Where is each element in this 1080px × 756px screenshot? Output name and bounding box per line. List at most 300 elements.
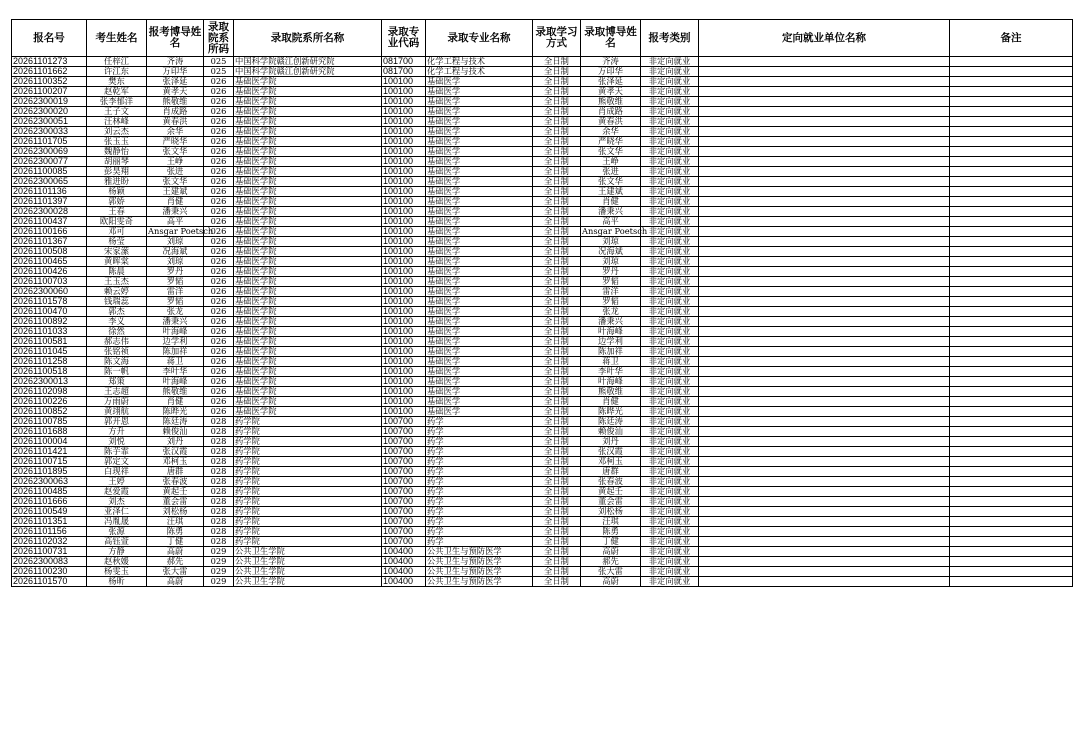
candidate-name-cell: 樊东 bbox=[87, 77, 147, 87]
remarks-cell bbox=[950, 527, 1073, 537]
major-code-cell: 100100 bbox=[382, 287, 426, 297]
employer-cell bbox=[699, 97, 950, 107]
reg-no-cell: 20261100703 bbox=[12, 277, 87, 287]
table-row bbox=[12, 277, 1073, 287]
major-name-cell: 基础医学 bbox=[426, 307, 533, 317]
employer-cell bbox=[699, 517, 950, 527]
reg-no-cell: 20261100207 bbox=[12, 87, 87, 97]
employer-cell bbox=[699, 157, 950, 167]
major-code-cell: 081700 bbox=[382, 57, 426, 67]
admitted-supervisor-cell: 唐群 bbox=[581, 467, 641, 477]
dept-code-cell: 026 bbox=[204, 217, 234, 227]
table-row bbox=[12, 327, 1073, 337]
reg-no-cell: 20261100785 bbox=[12, 417, 87, 427]
dept-name-cell: 基础医学院 bbox=[234, 177, 382, 187]
applied-supervisor-cell: 罗韬 bbox=[147, 277, 204, 287]
admitted-supervisor-cell: 罗韬 bbox=[581, 297, 641, 307]
admitted-supervisor-cell: 张进 bbox=[581, 167, 641, 177]
major-code-cell: 100100 bbox=[382, 267, 426, 277]
study-mode-cell: 全日制 bbox=[533, 167, 581, 177]
dept-name-cell: 中国科学院赣江创新研究院 bbox=[234, 67, 382, 77]
table-row bbox=[12, 297, 1073, 307]
major-code-cell: 100100 bbox=[382, 87, 426, 97]
dept-name-cell: 基础医学院 bbox=[234, 167, 382, 177]
study-mode-cell: 全日制 bbox=[533, 237, 581, 247]
admitted-supervisor-cell: 刘松杨 bbox=[581, 507, 641, 517]
dept-code-cell: 029 bbox=[204, 557, 234, 567]
category-cell: 非定向就业 bbox=[641, 577, 699, 587]
study-mode-cell: 全日制 bbox=[533, 287, 581, 297]
major-code-cell: 100100 bbox=[382, 377, 426, 387]
major-code-cell: 100700 bbox=[382, 527, 426, 537]
major-code-cell: 100100 bbox=[382, 107, 426, 117]
candidate-name-cell: 邓可 bbox=[87, 227, 147, 237]
study-mode-cell: 全日制 bbox=[533, 497, 581, 507]
employer-cell bbox=[699, 57, 950, 67]
remarks-cell bbox=[950, 97, 1073, 107]
study-mode-cell: 全日制 bbox=[533, 507, 581, 517]
employer-cell bbox=[699, 537, 950, 547]
employer-cell bbox=[699, 247, 950, 257]
dept-code-cell: 029 bbox=[204, 577, 234, 587]
table-row bbox=[12, 537, 1073, 547]
candidate-name-cell: 万雨蔚 bbox=[87, 397, 147, 407]
study-mode-cell: 全日制 bbox=[533, 367, 581, 377]
remarks-cell bbox=[950, 447, 1073, 457]
major-code-cell: 100100 bbox=[382, 407, 426, 417]
admitted-supervisor-cell: 高平 bbox=[581, 217, 641, 227]
applied-supervisor-cell: 张龙 bbox=[147, 307, 204, 317]
applied-supervisor-cell: 叶海峰 bbox=[147, 327, 204, 337]
table-row bbox=[12, 317, 1073, 327]
dept-name-cell: 基础医学院 bbox=[234, 287, 382, 297]
major-code-cell: 100100 bbox=[382, 97, 426, 107]
dept-name-cell: 基础医学院 bbox=[234, 357, 382, 367]
employer-cell bbox=[699, 577, 950, 587]
category-cell: 非定向就业 bbox=[641, 347, 699, 357]
study-mode-cell: 全日制 bbox=[533, 417, 581, 427]
reg-no-cell: 20261100085 bbox=[12, 167, 87, 177]
table-row bbox=[12, 367, 1073, 377]
table-row bbox=[12, 477, 1073, 487]
study-mode-cell: 全日制 bbox=[533, 297, 581, 307]
category-cell: 非定向就业 bbox=[641, 287, 699, 297]
category-cell: 非定向就业 bbox=[641, 507, 699, 517]
remarks-cell bbox=[950, 117, 1073, 127]
dept-code-cell: 026 bbox=[204, 87, 234, 97]
major-name-cell: 基础医学 bbox=[426, 347, 533, 357]
table-row bbox=[12, 247, 1073, 257]
admitted-supervisor-cell: 余华 bbox=[581, 127, 641, 137]
major-code-cell: 100700 bbox=[382, 517, 426, 527]
major-name-cell: 基础医学 bbox=[426, 327, 533, 337]
major-name-cell: 基础医学 bbox=[426, 297, 533, 307]
col-header-reg-no: 报名号 bbox=[12, 20, 87, 57]
table-row bbox=[12, 87, 1073, 97]
dept-name-cell: 药学院 bbox=[234, 417, 382, 427]
major-code-cell: 100700 bbox=[382, 447, 426, 457]
category-cell: 非定向就业 bbox=[641, 107, 699, 117]
remarks-cell bbox=[950, 87, 1073, 97]
study-mode-cell: 全日制 bbox=[533, 427, 581, 437]
remarks-cell bbox=[950, 207, 1073, 217]
study-mode-cell: 全日制 bbox=[533, 157, 581, 167]
major-name-cell: 公共卫生与预防医学 bbox=[426, 567, 533, 577]
admitted-supervisor-cell: 汪琪 bbox=[581, 517, 641, 527]
col-header-employer: 定向就业单位名称 bbox=[699, 20, 950, 57]
table-row bbox=[12, 187, 1073, 197]
category-cell: 非定向就业 bbox=[641, 517, 699, 527]
candidate-name-cell: 杨昕 bbox=[87, 577, 147, 587]
study-mode-cell: 全日制 bbox=[533, 397, 581, 407]
candidate-name-cell: 黄翊航 bbox=[87, 407, 147, 417]
major-name-cell: 基础医学 bbox=[426, 287, 533, 297]
study-mode-cell: 全日制 bbox=[533, 137, 581, 147]
admission-table bbox=[11, 19, 1073, 587]
category-cell: 非定向就业 bbox=[641, 127, 699, 137]
study-mode-cell: 全日制 bbox=[533, 557, 581, 567]
candidate-name-cell: 欧阳雯奇 bbox=[87, 217, 147, 227]
dept-code-cell: 028 bbox=[204, 537, 234, 547]
dept-code-cell: 028 bbox=[204, 507, 234, 517]
dept-name-cell: 药学院 bbox=[234, 477, 382, 487]
remarks-cell bbox=[950, 177, 1073, 187]
dept-code-cell: 026 bbox=[204, 387, 234, 397]
study-mode-cell: 全日制 bbox=[533, 387, 581, 397]
col-header-dept-code: 录取院系所码 bbox=[204, 20, 234, 57]
candidate-name-cell: 张玉玉 bbox=[87, 137, 147, 147]
study-mode-cell: 全日制 bbox=[533, 277, 581, 287]
major-name-cell: 公共卫生与预防医学 bbox=[426, 557, 533, 567]
dept-code-cell: 025 bbox=[204, 57, 234, 67]
candidate-name-cell: 任梓江 bbox=[87, 57, 147, 67]
major-code-cell: 100100 bbox=[382, 207, 426, 217]
col-header-applied-supervisor: 报考博导姓名 bbox=[147, 20, 204, 57]
study-mode-cell: 全日制 bbox=[533, 177, 581, 187]
employer-cell bbox=[699, 447, 950, 457]
major-code-cell: 100700 bbox=[382, 487, 426, 497]
applied-supervisor-cell: 刘松杨 bbox=[147, 507, 204, 517]
applied-supervisor-cell: 丁健 bbox=[147, 537, 204, 547]
category-cell: 非定向就业 bbox=[641, 547, 699, 557]
applied-supervisor-cell: 汪琪 bbox=[147, 517, 204, 527]
table-row bbox=[12, 417, 1073, 427]
major-name-cell: 药学 bbox=[426, 497, 533, 507]
remarks-cell bbox=[950, 107, 1073, 117]
study-mode-cell: 全日制 bbox=[533, 517, 581, 527]
admitted-supervisor-cell: 陈勇 bbox=[581, 527, 641, 537]
remarks-cell bbox=[950, 157, 1073, 167]
major-name-cell: 药学 bbox=[426, 537, 533, 547]
candidate-name-cell: 刘悦 bbox=[87, 437, 147, 447]
admitted-supervisor-cell: 刘琼 bbox=[581, 257, 641, 267]
major-code-cell: 100700 bbox=[382, 467, 426, 477]
reg-no-cell: 20261101570 bbox=[12, 577, 87, 587]
admitted-supervisor-cell: 黄起壬 bbox=[581, 487, 641, 497]
major-code-cell: 100700 bbox=[382, 437, 426, 447]
admitted-supervisor-cell: 张大雷 bbox=[581, 567, 641, 577]
reg-no-cell: 20261102032 bbox=[12, 537, 87, 547]
reg-no-cell: 20261100230 bbox=[12, 567, 87, 577]
remarks-cell bbox=[950, 327, 1073, 337]
category-cell: 非定向就业 bbox=[641, 307, 699, 317]
category-cell: 非定向就业 bbox=[641, 117, 699, 127]
remarks-cell bbox=[950, 257, 1073, 267]
remarks-cell bbox=[950, 277, 1073, 287]
dept-name-cell: 基础医学院 bbox=[234, 187, 382, 197]
admitted-supervisor-cell: 况海斌 bbox=[581, 247, 641, 257]
table-row bbox=[12, 77, 1073, 87]
admitted-supervisor-cell: 陈廷涛 bbox=[581, 417, 641, 427]
admitted-supervisor-cell: 高蔚 bbox=[581, 547, 641, 557]
applied-supervisor-cell: 郝先 bbox=[147, 557, 204, 567]
table-row bbox=[12, 287, 1073, 297]
dept-name-cell: 基础医学院 bbox=[234, 307, 382, 317]
table-row bbox=[12, 567, 1073, 577]
dept-name-cell: 基础医学院 bbox=[234, 387, 382, 397]
table-row bbox=[12, 147, 1073, 157]
candidate-name-cell: 雅进盼 bbox=[87, 177, 147, 187]
table-row bbox=[12, 507, 1073, 517]
major-name-cell: 基础医学 bbox=[426, 137, 533, 147]
reg-no-cell: 20262300077 bbox=[12, 157, 87, 167]
dept-code-cell: 026 bbox=[204, 377, 234, 387]
major-code-cell: 100400 bbox=[382, 547, 426, 557]
remarks-cell bbox=[950, 127, 1073, 137]
admitted-supervisor-cell: 郝先 bbox=[581, 557, 641, 567]
dept-code-cell: 028 bbox=[204, 437, 234, 447]
dept-name-cell: 药学院 bbox=[234, 537, 382, 547]
dept-name-cell: 药学院 bbox=[234, 517, 382, 527]
remarks-cell bbox=[950, 567, 1073, 577]
study-mode-cell: 全日制 bbox=[533, 107, 581, 117]
table-row bbox=[12, 497, 1073, 507]
major-code-cell: 100100 bbox=[382, 397, 426, 407]
major-name-cell: 基础医学 bbox=[426, 97, 533, 107]
employer-cell bbox=[699, 287, 950, 297]
remarks-cell bbox=[950, 197, 1073, 207]
candidate-name-cell: 方升 bbox=[87, 427, 147, 437]
remarks-cell bbox=[950, 427, 1073, 437]
major-name-cell: 基础医学 bbox=[426, 107, 533, 117]
admitted-supervisor-cell: 陈加祥 bbox=[581, 347, 641, 357]
employer-cell bbox=[699, 127, 950, 137]
admitted-supervisor-cell: 肖健 bbox=[581, 397, 641, 407]
major-name-cell: 药学 bbox=[426, 527, 533, 537]
dept-name-cell: 基础医学院 bbox=[234, 227, 382, 237]
category-cell: 非定向就业 bbox=[641, 197, 699, 207]
candidate-name-cell: 黄晖棠 bbox=[87, 257, 147, 267]
major-code-cell: 100100 bbox=[382, 317, 426, 327]
category-cell: 非定向就业 bbox=[641, 97, 699, 107]
dept-name-cell: 药学院 bbox=[234, 447, 382, 457]
employer-cell bbox=[699, 467, 950, 477]
dept-name-cell: 基础医学院 bbox=[234, 77, 382, 87]
candidate-name-cell: 钱瑞蕊 bbox=[87, 297, 147, 307]
remarks-cell bbox=[950, 437, 1073, 447]
study-mode-cell: 全日制 bbox=[533, 127, 581, 137]
remarks-cell bbox=[950, 217, 1073, 227]
category-cell: 非定向就业 bbox=[641, 407, 699, 417]
dept-code-cell: 026 bbox=[204, 107, 234, 117]
table-row bbox=[12, 397, 1073, 407]
applied-supervisor-cell: 高蔚 bbox=[147, 577, 204, 587]
major-name-cell: 药学 bbox=[426, 517, 533, 527]
applied-supervisor-cell: 黄孝天 bbox=[147, 87, 204, 97]
dept-name-cell: 基础医学院 bbox=[234, 247, 382, 257]
applied-supervisor-cell: 黄春洪 bbox=[147, 117, 204, 127]
category-cell: 非定向就业 bbox=[641, 337, 699, 347]
candidate-name-cell: 陈晨 bbox=[87, 267, 147, 277]
admitted-supervisor-cell: 王峥 bbox=[581, 157, 641, 167]
applied-supervisor-cell: 王峥 bbox=[147, 157, 204, 167]
major-code-cell: 100700 bbox=[382, 427, 426, 437]
major-name-cell: 药学 bbox=[426, 457, 533, 467]
major-name-cell: 基础医学 bbox=[426, 147, 533, 157]
applied-supervisor-cell: 雷洋 bbox=[147, 287, 204, 297]
major-code-cell: 100100 bbox=[382, 367, 426, 377]
remarks-cell bbox=[950, 307, 1073, 317]
col-header-remarks: 备注 bbox=[950, 20, 1073, 57]
applied-supervisor-cell: 潘秉兴 bbox=[147, 317, 204, 327]
table-body bbox=[12, 57, 1073, 587]
dept-code-cell: 028 bbox=[204, 477, 234, 487]
applied-supervisor-cell: 齐涛 bbox=[147, 57, 204, 67]
remarks-cell bbox=[950, 357, 1073, 367]
table-row bbox=[12, 527, 1073, 537]
major-code-cell: 100400 bbox=[382, 567, 426, 577]
category-cell: 非定向就业 bbox=[641, 317, 699, 327]
category-cell: 非定向就业 bbox=[641, 477, 699, 487]
study-mode-cell: 全日制 bbox=[533, 467, 581, 477]
employer-cell bbox=[699, 547, 950, 557]
employer-cell bbox=[699, 237, 950, 247]
candidate-name-cell: 郭杰 bbox=[87, 307, 147, 317]
dept-code-cell: 026 bbox=[204, 257, 234, 267]
employer-cell bbox=[699, 367, 950, 377]
study-mode-cell: 全日制 bbox=[533, 217, 581, 227]
table-row bbox=[12, 557, 1073, 567]
candidate-name-cell: 郑策 bbox=[87, 377, 147, 387]
major-code-cell: 100100 bbox=[382, 327, 426, 337]
reg-no-cell: 20261101895 bbox=[12, 467, 87, 477]
study-mode-cell: 全日制 bbox=[533, 357, 581, 367]
candidate-name-cell: 郭开恩 bbox=[87, 417, 147, 427]
candidate-name-cell: 杨雯玉 bbox=[87, 567, 147, 577]
table-row bbox=[12, 467, 1073, 477]
major-code-cell: 100100 bbox=[382, 277, 426, 287]
candidate-name-cell: 张铭祯 bbox=[87, 347, 147, 357]
dept-name-cell: 公共卫生学院 bbox=[234, 567, 382, 577]
major-name-cell: 基础医学 bbox=[426, 237, 533, 247]
category-cell: 非定向就业 bbox=[641, 77, 699, 87]
applied-supervisor-cell: 陈加祥 bbox=[147, 347, 204, 357]
major-code-cell: 100700 bbox=[382, 457, 426, 467]
reg-no-cell: 20261100470 bbox=[12, 307, 87, 317]
dept-name-cell: 基础医学院 bbox=[234, 197, 382, 207]
category-cell: 非定向就业 bbox=[641, 467, 699, 477]
category-cell: 非定向就业 bbox=[641, 277, 699, 287]
applied-supervisor-cell: 万印华 bbox=[147, 67, 204, 77]
employer-cell bbox=[699, 177, 950, 187]
dept-name-cell: 基础医学院 bbox=[234, 97, 382, 107]
dept-name-cell: 基础医学院 bbox=[234, 117, 382, 127]
dept-code-cell: 026 bbox=[204, 367, 234, 377]
applied-supervisor-cell: 余华 bbox=[147, 127, 204, 137]
major-name-cell: 基础医学 bbox=[426, 387, 533, 397]
category-cell: 非定向就业 bbox=[641, 207, 699, 217]
study-mode-cell: 全日制 bbox=[533, 377, 581, 387]
applied-supervisor-cell: 张泽延 bbox=[147, 77, 204, 87]
dept-name-cell: 公共卫生学院 bbox=[234, 577, 382, 587]
dept-code-cell: 026 bbox=[204, 227, 234, 237]
reg-no-cell: 20262300065 bbox=[12, 177, 87, 187]
employer-cell bbox=[699, 527, 950, 537]
major-code-cell: 100700 bbox=[382, 417, 426, 427]
remarks-cell bbox=[950, 267, 1073, 277]
remarks-cell bbox=[950, 477, 1073, 487]
employer-cell bbox=[699, 327, 950, 337]
major-name-cell: 基础医学 bbox=[426, 177, 533, 187]
candidate-name-cell: 汪林峰 bbox=[87, 117, 147, 127]
col-header-category: 报考类别 bbox=[641, 20, 699, 57]
remarks-cell bbox=[950, 507, 1073, 517]
dept-name-cell: 基础医学院 bbox=[234, 367, 382, 377]
category-cell: 非定向就业 bbox=[641, 437, 699, 447]
reg-no-cell: 20262300020 bbox=[12, 107, 87, 117]
table-row bbox=[12, 167, 1073, 177]
applied-supervisor-cell: 张文华 bbox=[147, 177, 204, 187]
reg-no-cell: 20261100485 bbox=[12, 487, 87, 497]
remarks-cell bbox=[950, 77, 1073, 87]
reg-no-cell: 20261101367 bbox=[12, 237, 87, 247]
major-code-cell: 100700 bbox=[382, 477, 426, 487]
major-code-cell: 100700 bbox=[382, 507, 426, 517]
reg-no-cell: 20261100715 bbox=[12, 457, 87, 467]
major-code-cell: 081700 bbox=[382, 67, 426, 77]
admitted-supervisor-cell: 王建斌 bbox=[581, 187, 641, 197]
major-name-cell: 药学 bbox=[426, 467, 533, 477]
admitted-supervisor-cell: 边学利 bbox=[581, 337, 641, 347]
candidate-name-cell: 赵秋媛 bbox=[87, 557, 147, 567]
admitted-supervisor-cell: 丁健 bbox=[581, 537, 641, 547]
admitted-supervisor-cell: 潘秉兴 bbox=[581, 317, 641, 327]
study-mode-cell: 全日制 bbox=[533, 257, 581, 267]
category-cell: 非定向就业 bbox=[641, 427, 699, 437]
admitted-supervisor-cell: 张文华 bbox=[581, 177, 641, 187]
table-row bbox=[12, 517, 1073, 527]
major-code-cell: 100100 bbox=[382, 137, 426, 147]
reg-no-cell: 20261100508 bbox=[12, 247, 87, 257]
candidate-name-cell: 王玉杰 bbox=[87, 277, 147, 287]
table-row bbox=[12, 307, 1073, 317]
study-mode-cell: 全日制 bbox=[533, 547, 581, 557]
dept-code-cell: 028 bbox=[204, 427, 234, 437]
table-row bbox=[12, 487, 1073, 497]
remarks-cell bbox=[950, 467, 1073, 477]
table-row bbox=[12, 127, 1073, 137]
col-header-admitted-supervisor: 录取博导姓名 bbox=[581, 20, 641, 57]
table-row bbox=[12, 177, 1073, 187]
study-mode-cell: 全日制 bbox=[533, 207, 581, 217]
table-row bbox=[12, 137, 1073, 147]
dept-name-cell: 基础医学院 bbox=[234, 327, 382, 337]
candidate-name-cell: 冯胤晟 bbox=[87, 517, 147, 527]
study-mode-cell: 全日制 bbox=[533, 87, 581, 97]
dept-code-cell: 026 bbox=[204, 147, 234, 157]
dept-code-cell: 026 bbox=[204, 347, 234, 357]
candidate-name-cell: 高钰萱 bbox=[87, 537, 147, 547]
